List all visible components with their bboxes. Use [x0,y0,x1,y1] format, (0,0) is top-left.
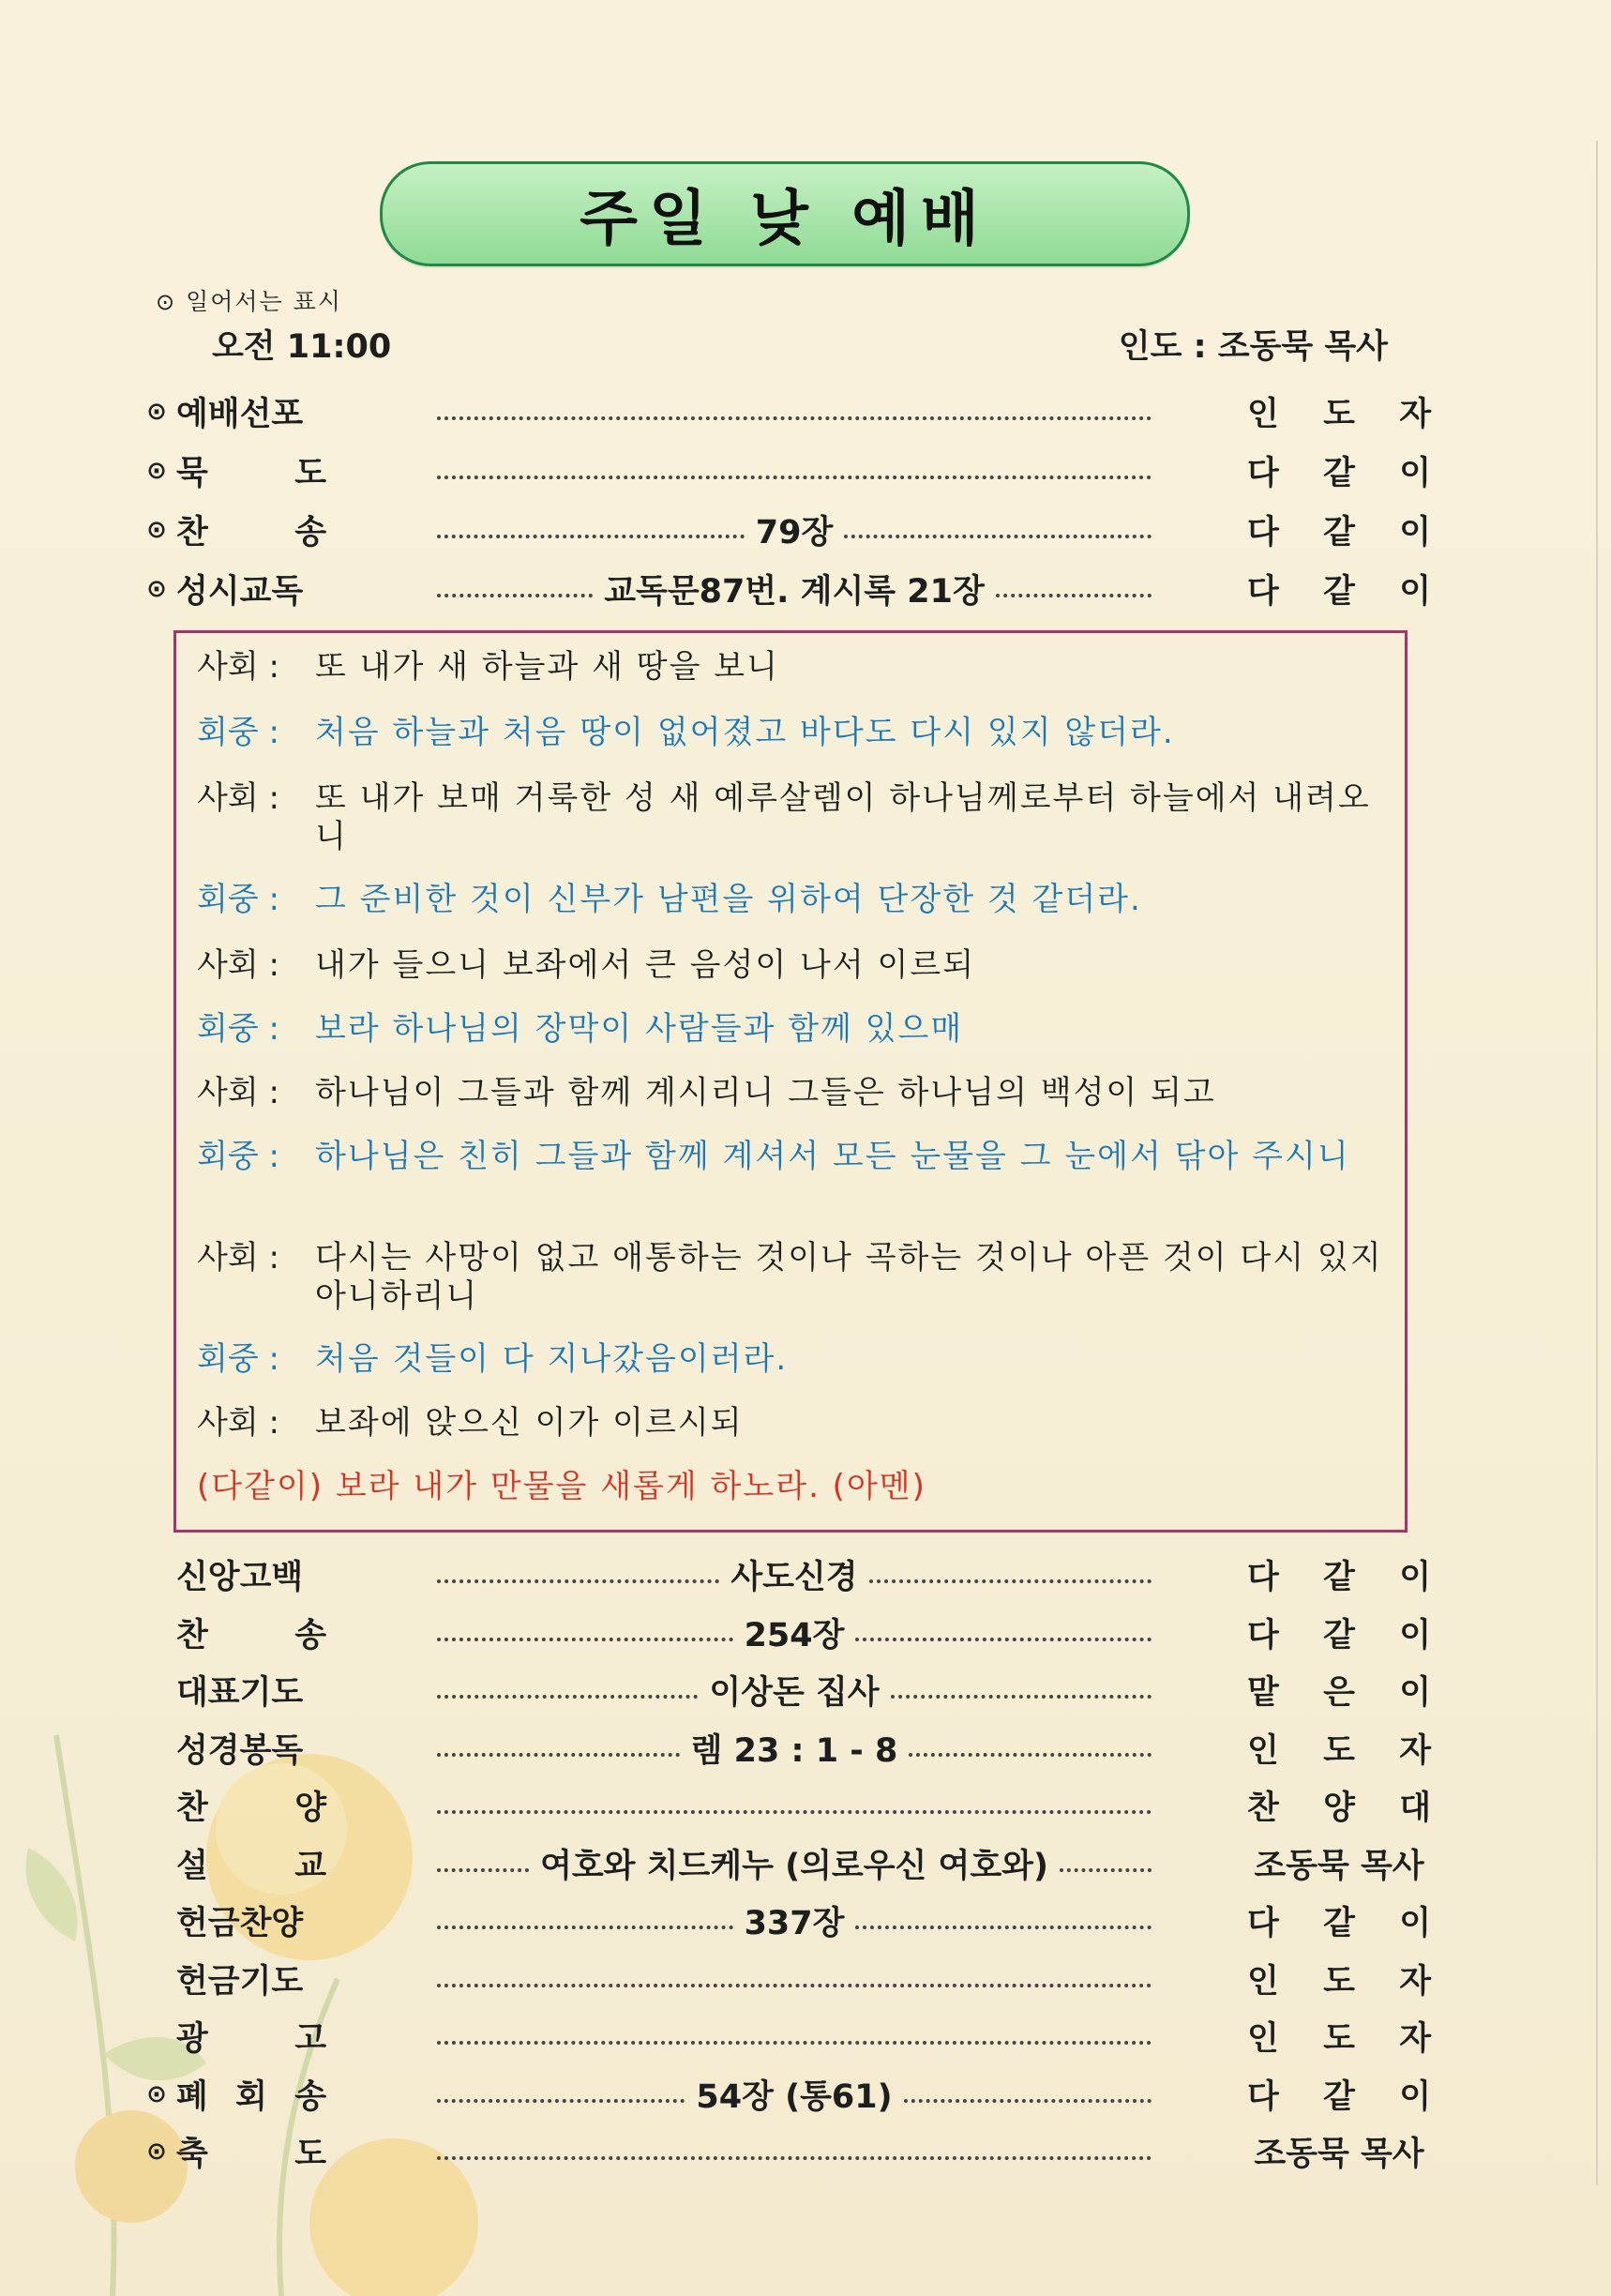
reading-speaker: 사회 : [197,946,279,984]
order-item-detail: 이상돈 집사 [709,1674,880,1712]
order-row [0,2009,1611,2063]
participant-part: 이 [1399,2077,1431,2116]
participant-part: 찬 [1247,1790,1279,1827]
dotted-leader [437,1926,733,1929]
order-row [0,444,1611,498]
order-item-name [176,447,326,494]
order-item-name-part: 예배선포 [176,396,304,433]
reading-line [197,648,1388,687]
participant-part: 도 [1323,1962,1355,2001]
order-item-participant [1247,566,1431,612]
order-item-participant [1247,388,1431,435]
participant-part: 자 [1399,1731,1431,1770]
order-item-leader-line [437,462,1152,479]
order-item-name [176,2071,326,2118]
order-item-detail: 교독문87번. 계시록 21장 [604,573,985,611]
reading-speaker: 회중 : [197,1010,279,1048]
participant-part: 이 [1399,1616,1431,1654]
order-item-name-part: 고 [294,2020,326,2058]
order-item-name-part: 묵 [176,455,208,492]
dotted-leader [437,1695,698,1699]
reading-speaker: 사회 : [197,648,279,686]
dotted-leader [437,2099,685,2103]
order-item-leader-line [437,1840,1152,1887]
dotted-leader [437,476,1152,479]
stand-mark-icon: ⊙ [146,516,167,544]
reading-speaker: 사회 : [197,1239,279,1276]
order-item-participant [1247,1725,1431,1772]
order-item-name-part: 도 [294,455,326,492]
order-item-leader-line [437,1725,1152,1772]
reading-text: (다같이) 보라 내가 만물을 새롭게 하노라. (아멘) [197,1468,926,1505]
reading-line [197,881,1388,919]
order-item-leader-line [437,2071,1152,2118]
service-time: 오전 11:00 [212,328,392,366]
dotted-leader [437,2156,1152,2160]
participant-part: 같 [1323,1905,1355,1942]
reading-line [197,1239,1388,1316]
dotted-leader [909,1753,1152,1757]
dotted-leader [437,1638,733,1641]
participant-part: 이 [1399,455,1431,492]
order-row [0,385,1611,439]
service-leader: 인도 : 조동묵 목사 [1118,328,1388,366]
participant-part: 인 [1247,1731,1279,1770]
participant-part: 다 [1247,455,1279,492]
order-item-name-part: 헌금찬양 [176,1905,304,1942]
order-item-name-part: 송 [294,2077,326,2116]
order-item-name-part: 광 [176,2020,208,2058]
participant-part: 자 [1399,1962,1431,2001]
responsive-reading-box [173,630,1408,1533]
reading-text: 또 내가 보매 거룩한 성 새 예루살렘이 하나님께로부터 하늘에서 내려오니 [315,779,1371,855]
participant-part: 이 [1399,1905,1431,1942]
order-row [0,562,1611,616]
order-item-name-part: 찬 [176,1790,208,1827]
dotted-leader [437,1753,680,1757]
order-item-detail: 렘 23 : 1 - 8 [690,1731,898,1770]
dotted-leader [869,1579,1152,1583]
participant-part: 도 [1323,1731,1355,1770]
dotted-leader [437,416,1152,420]
order-row [0,1836,1611,1891]
dotted-leader [996,594,1152,597]
participant-part: 다 [1247,1559,1279,1596]
order-item-leader-line [437,1609,1152,1656]
order-item-name [176,506,326,553]
order-item-name [176,1897,326,1944]
reading-text: 하나님이 그들과 함께 계시리니 그들은 하나님의 백성이 되고 [315,1074,1216,1111]
participant-part: 다 [1247,573,1279,611]
reading-line [197,1468,1388,1506]
order-item-detail: 337장 [744,1905,845,1942]
order-item-participant [1247,1956,1431,2002]
order-item-participant [1247,1551,1431,1598]
participant-part: 같 [1323,514,1355,551]
reading-speaker: 사회 : [197,779,279,817]
order-item-leader-line [437,1667,1152,1714]
reading-text: 다시는 사망이 없고 애통하는 것이나 곡하는 것이나 아픈 것이 다시 있지 아니하리니 [315,1239,1383,1315]
order-item-participant [1247,2071,1431,2118]
participant-part: 다 [1247,1905,1279,1942]
order-row [0,2067,1611,2122]
participant-part: 이 [1399,514,1431,551]
page-title: 주일 낮 예배 [580,185,990,254]
participant-part: 같 [1323,1616,1355,1654]
dotted-leader [855,1926,1152,1929]
dotted-leader [904,2099,1152,2103]
order-item-name [176,1956,326,2002]
order-item-name [176,388,326,435]
participant-part: 이 [1399,1674,1431,1712]
order-item-name-part: 헌금기도 [176,1962,304,2001]
reading-speaker: 회중 : [197,714,279,751]
participant-part: 이 [1399,1559,1431,1596]
participant-part: 도 [1323,2020,1355,2058]
participant-part: 양 [1323,1790,1355,1827]
order-item-leader-line [437,566,1152,612]
reading-line [197,779,1388,856]
reading-line [197,1074,1388,1112]
order-row [0,2124,1611,2179]
participant-part: 인 [1247,2020,1279,2058]
stand-mark-icon: ⊙ [146,457,167,485]
stand-mark-icon: ⊙ [146,2079,167,2108]
participant-part: 자 [1399,2020,1431,2058]
order-item-participant [1247,1782,1431,1829]
order-item-name-part: 양 [294,1790,326,1827]
order-item-name [176,1840,326,1887]
participant-part: 같 [1323,2077,1355,2116]
order-item-name-part: 찬 [176,1616,208,1654]
order-item-leader-line [437,1971,1152,1987]
order-row [0,1952,1611,2006]
order-item-participant [1247,506,1431,553]
stand-mark-icon: ⊙ [146,2137,167,2166]
order-item-name [176,2013,326,2060]
dotted-leader [891,1695,1152,1699]
order-row [0,1606,1611,1660]
order-row [0,503,1611,557]
order-item-name-part: 교 [294,1847,326,1885]
order-item-leader-line [437,2028,1152,2045]
reading-line [197,1010,1388,1049]
participant-part: 다 [1247,2077,1279,2116]
reading-line [197,1138,1388,1176]
participant-part: 자 [1399,396,1431,433]
order-item-name-part: 성시교독 [176,573,304,611]
order-item-participant [1247,447,1431,494]
order-item-name [176,2128,326,2175]
dotted-leader [437,1984,1152,1987]
participant-part: 다 [1247,514,1279,551]
dotted-leader [1060,1868,1152,1872]
order-item-leader-line [437,403,1152,420]
reading-speaker: 사회 : [197,1404,279,1442]
order-row [0,1663,1611,1717]
order-item-name-part: 도 [294,2136,326,2173]
order-item-participant [1247,1840,1431,1887]
reading-text: 처음 것들이 다 지나갔음이러라. [315,1340,789,1378]
order-item-name-part: 신앙고백 [176,1559,304,1596]
order-item-participant [1247,1609,1431,1656]
order-item-participant [1247,1667,1431,1714]
dotted-leader [437,1579,719,1583]
reading-text: 처음 하늘과 처음 땅이 없어졌고 바다도 다시 있지 않더라. [315,714,1175,751]
dotted-leader [437,1810,1152,1814]
order-item-leader-line [437,506,1152,553]
order-row [0,1548,1611,1602]
stand-mark-icon: ⊙ [146,575,167,603]
participant-part: 이 [1399,573,1431,611]
order-item-name-part: 축 [176,2136,208,2173]
order-item-name-part: 성경봉독 [176,1731,304,1770]
order-item-name-part: 찬 [176,514,208,551]
dotted-leader [437,535,745,538]
dotted-leader [844,535,1152,538]
participant-part: 조동묵 목사 [1254,1847,1424,1885]
order-item-name-part: 회 [235,2077,267,2116]
standing-mark-icon: ⊙ [156,289,177,315]
order-item-detail: 여호와 치드케누 (의로우신 여호와) [540,1847,1048,1885]
reading-text: 보좌에 앉으신 이가 이르시되 [315,1404,744,1442]
order-row [0,1778,1611,1833]
reading-line [197,1404,1388,1443]
participant-part: 도 [1323,396,1355,433]
order-item-name [176,1782,326,1829]
reading-text: 또 내가 새 하늘과 새 땅을 보니 [315,648,779,686]
participant-part: 은 [1323,1674,1355,1712]
reading-text: 하나님은 친히 그들과 함께 계셔서 모든 눈물을 그 눈에서 닦아 주시니 [315,1138,1350,1175]
participant-part: 같 [1323,455,1355,492]
dotted-leader [855,1638,1152,1641]
order-item-detail: 79장 [755,514,834,551]
order-item-detail: 254장 [744,1616,845,1654]
order-row [0,1721,1611,1775]
participant-part: 인 [1247,396,1279,433]
participant-part: 같 [1323,573,1355,611]
reading-line [197,946,1388,985]
order-item-name-part: 설 [176,1847,208,1885]
order-item-leader-line [437,1551,1152,1598]
participant-part: 대 [1399,1790,1431,1827]
participant-part: 인 [1247,1962,1279,2001]
order-item-detail: 사도신경 [730,1559,858,1596]
order-item-name [176,1609,326,1656]
order-item-name-part: 대표기도 [176,1674,304,1712]
reading-text: 그 준비한 것이 신부가 남편을 위하여 단장한 것 같더라. [315,881,1142,918]
order-item-name [176,1551,326,1598]
order-item-name-part: 폐 [176,2077,208,2116]
reading-text: 보라 하나님의 장막이 사람들과 함께 있으매 [315,1010,964,1048]
reading-line [197,714,1388,752]
order-item-name-part: 송 [294,1616,326,1654]
reading-speaker: 사회 : [197,1074,279,1111]
order-item-name [176,1725,326,1772]
dotted-leader [437,1868,529,1872]
order-item-participant [1247,1897,1431,1944]
standing-note [156,283,342,317]
stand-mark-icon: ⊙ [146,398,167,426]
participant-part: 다 [1247,1616,1279,1654]
order-item-participant [1247,2128,1431,2175]
participant-part: 조동묵 목사 [1254,2136,1424,2173]
reading-speaker: 회중 : [197,881,279,918]
order-item-leader-line [437,1897,1152,1944]
reading-line [197,1340,1388,1379]
reading-speaker: 회중 : [197,1138,279,1175]
order-item-name [176,566,326,612]
order-item-name [176,1667,326,1714]
standing-note-text: 일어서는 표시 [186,288,342,315]
dotted-leader [437,594,593,597]
title-banner [380,161,1190,266]
order-item-name-part: 송 [294,514,326,551]
order-item-participant [1247,2013,1431,2060]
dotted-leader [437,2041,1152,2045]
reading-speaker: 회중 : [197,1340,279,1378]
order-item-leader-line [437,1797,1152,1814]
participant-part: 맡 [1247,1674,1279,1712]
order-item-detail: 54장 (통61) [696,2077,893,2116]
reading-text: 내가 들으니 보좌에서 큰 음성이 나서 이르되 [315,946,976,984]
order-item-leader-line [437,2143,1152,2160]
participant-part: 같 [1323,1559,1355,1596]
order-row [0,1894,1611,1948]
